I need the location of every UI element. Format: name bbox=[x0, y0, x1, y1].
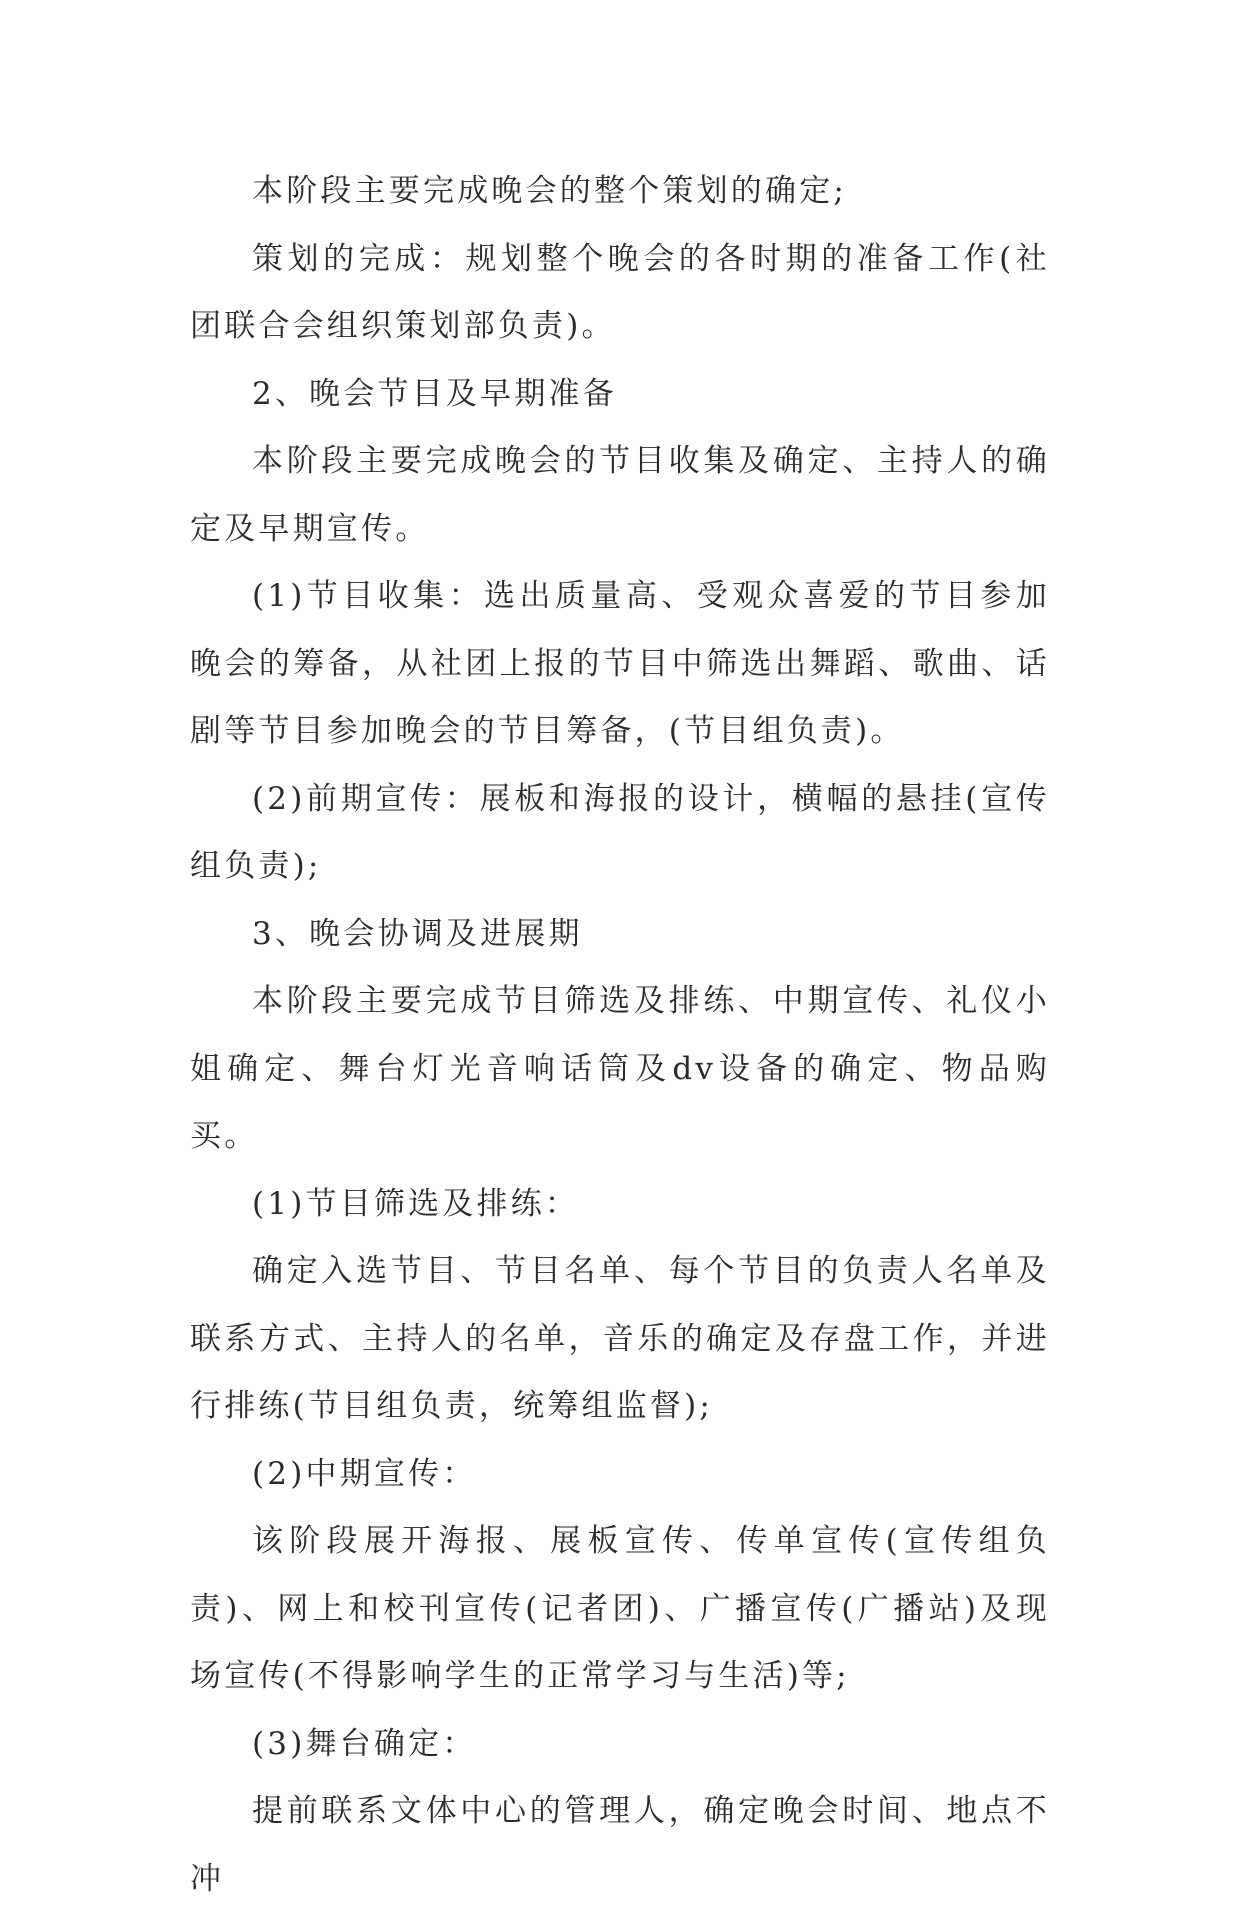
section-heading: 3、晚会协调及进展期 bbox=[252, 915, 583, 952]
paragraph: 本阶段主要完成节目筛选及排练、中期宣传、礼仪小姐确定、舞台灯光音响话筒及dv设备的确定、物品购买。 bbox=[190, 983, 1050, 1154]
paragraph: 确定入选节目、节目名单、每个节目的负责人名单及联系方式、主持人的名单，音乐的确定及存盘工作，并进行排练(节目组负责，统筹组监督); bbox=[190, 1253, 1050, 1424]
paragraph: 本阶段主要完成晚会的节目收集及确定、主持人的确定及早期宣传。 bbox=[190, 443, 1050, 547]
paragraph: 策划的完成：规划整个晚会的各时期的准备工作(社团联合会组织策划部负责)。 bbox=[190, 240, 1050, 344]
paragraph: (2)前期宣传：展板和海报的设计，横幅的悬挂(宣传组负责); bbox=[190, 780, 1050, 884]
paragraph: 该阶段展开海报、展板宣传、传单宣传(宣传组负责)、网上和校刊宣传(记者团)、广播宣传(广播站)及现场宣传(不得影响学生的正常学习与生活)等; bbox=[190, 1523, 1050, 1694]
document-body bbox=[190, 158, 1050, 1913]
subheading: (1)节目筛选及排练： bbox=[252, 1185, 580, 1222]
paragraph: 本阶段主要完成晚会的整个策划的确定; bbox=[252, 173, 848, 209]
paragraph: 提前联系文体中心的管理人，确定晚会时间、地点不冲 bbox=[190, 1793, 1050, 1897]
section-heading: 2、晚会节目及早期准备 bbox=[252, 375, 617, 412]
subheading: (2)中期宣传： bbox=[252, 1455, 477, 1492]
paragraph: (1)节目收集：选出质量高、受观众喜爱的节目参加晚会的筹备，从社团上报的节目中筛选出舞蹈、歌曲、话剧等节目参加晚会的节目筹备，(节目组负责)。 bbox=[190, 578, 1050, 749]
subheading: (3)舞台确定： bbox=[252, 1725, 477, 1762]
